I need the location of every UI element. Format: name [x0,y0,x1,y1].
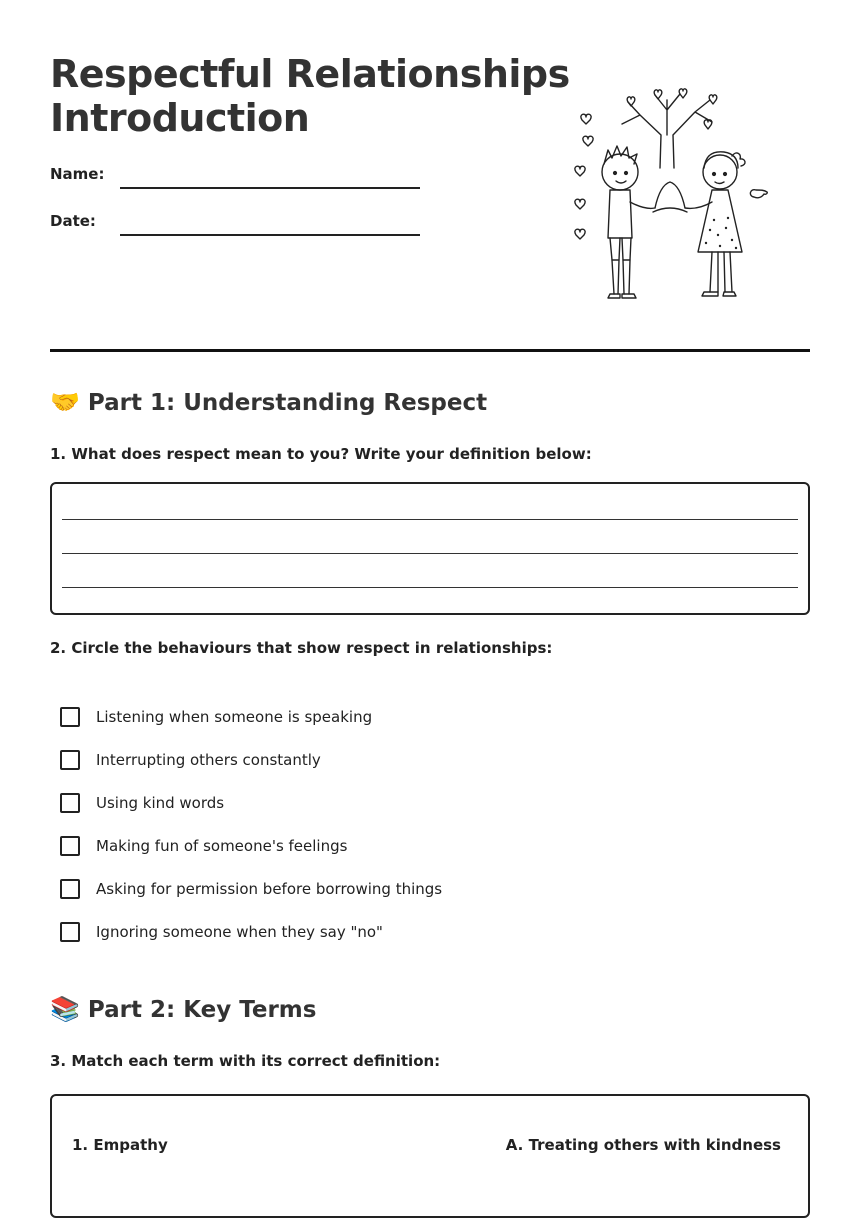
checkbox[interactable] [60,922,80,942]
option-item[interactable] [60,705,372,729]
option-label: Asking for permission before borrowing things [96,880,443,898]
option-item[interactable] [60,920,383,944]
question-2: 2. Circle the behaviours that show respect in relationships: [50,639,553,657]
name-label: Name: [50,165,105,183]
part2-heading-text: Part 2: Key Terms [87,997,317,1023]
option-label: Using kind words [96,794,225,812]
checkbox[interactable] [60,707,80,727]
part1-heading-text: Part 1: Understanding Respect [87,390,488,416]
option-label: Ignoring someone when they say "no" [96,923,383,941]
question-1: 1. What does respect mean to you? Write your definition below: [50,445,592,463]
children-holding-hands-under-tree-icon [560,80,780,305]
option-item[interactable] [60,834,347,858]
part1-heading [50,388,487,416]
definition-answer-box[interactable] [50,482,810,615]
option-item[interactable] [60,748,321,772]
option-label: Making fun of someone's feelings [96,837,348,855]
checkbox[interactable] [60,836,80,856]
term-left[interactable]: 1. Empathy [72,1136,168,1154]
answer-line [62,519,798,520]
date-label: Date: [50,212,96,230]
title-line-1: Respectful Relationships [50,52,570,96]
part2-heading [50,995,316,1023]
name-field[interactable] [120,187,420,189]
checkbox[interactable] [60,793,80,813]
answer-line [62,587,798,588]
checkbox[interactable] [60,879,80,899]
option-item[interactable] [60,877,442,901]
answer-line [62,553,798,554]
checkbox[interactable] [60,750,80,770]
date-field[interactable] [120,234,420,236]
option-label: Interrupting others constantly [96,751,321,769]
books-icon: 📚 [50,995,80,1023]
definition-right[interactable]: A. Treating others with kindness [505,1136,781,1154]
option-item[interactable] [60,791,224,815]
title-line-2: Introduction [50,96,310,140]
question-3: 3. Match each term with its correct definition: [50,1052,441,1070]
matching-box [50,1094,810,1218]
header-divider [50,349,810,352]
worksheet-title [50,52,570,140]
handshake-icon: 🤝 [50,388,80,416]
option-label: Listening when someone is speaking [96,708,373,726]
